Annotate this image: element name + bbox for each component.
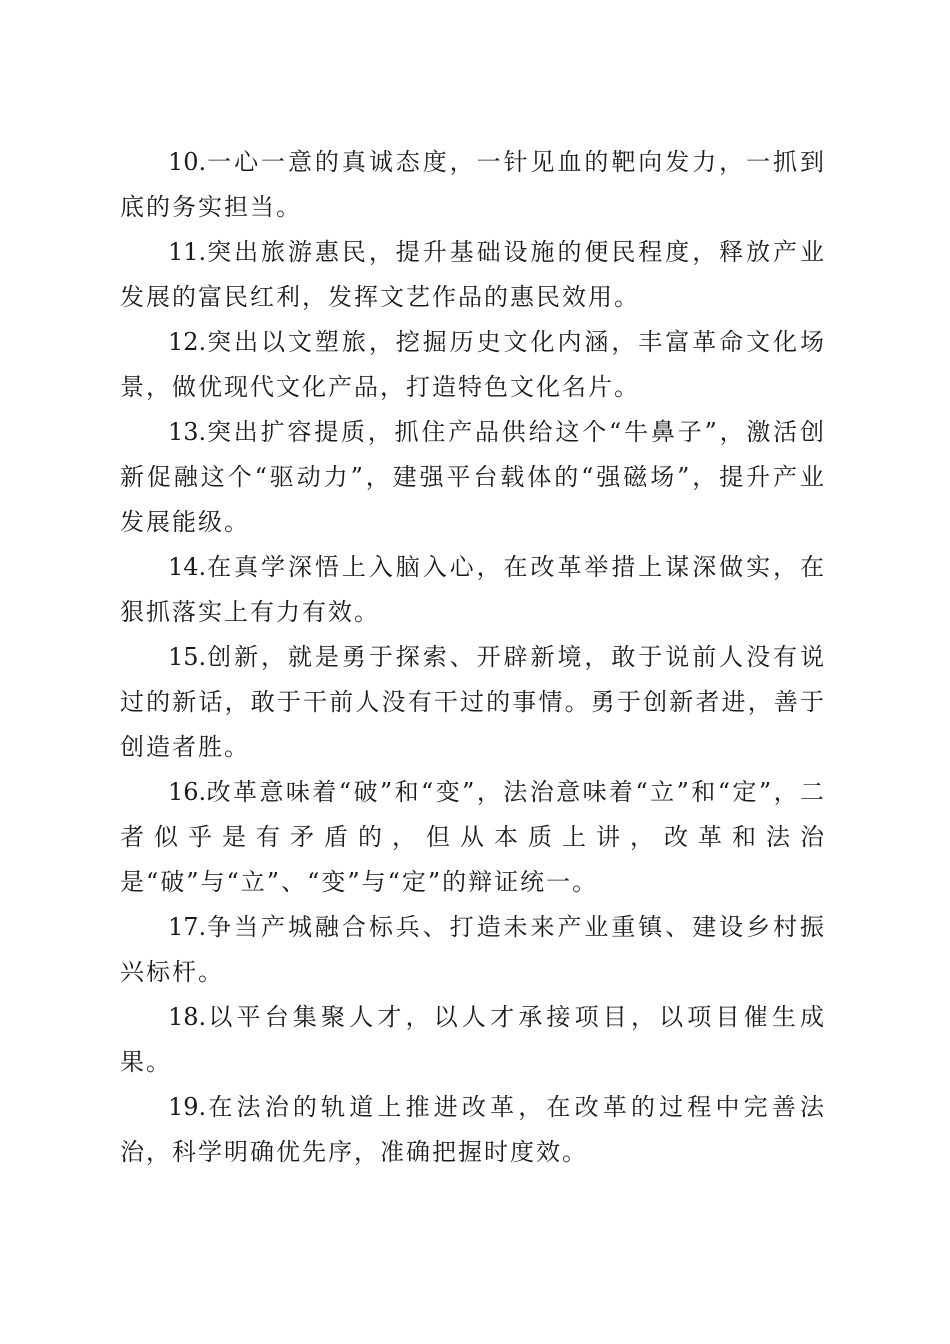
- paragraph-14: [120, 545, 826, 635]
- paragraph-16: [120, 770, 826, 905]
- paragraph-number: 11.: [168, 238, 207, 266]
- paragraph-text: 一心一意的真诚态度，一针见血的靶向发力，一抓到底的务实担当。: [120, 148, 826, 221]
- paragraph-text: 在真学深悟上入脑入心，在改革举措上谋深做实，在狠抓落实上有力有效。: [120, 553, 826, 626]
- paragraph-13: [120, 410, 826, 545]
- paragraph-text: 创新，就是勇于探索、开辟新境，敢于说前人没有说过的新话，敢于干前人没有干过的事情。勇于创新者进，善于创造者胜。: [120, 643, 826, 761]
- paragraph-text: 突出扩容提质，抓住产品供给这个“牛鼻子”，激活创新促融这个“驱动力”，建强平台载体的“强磁场”，提升产业发展能级。: [120, 418, 826, 536]
- paragraph-number: 13.: [168, 418, 207, 446]
- paragraph-19: [120, 1085, 826, 1175]
- paragraph-text: 在法治的轨道上推进改革，在改革的过程中完善法治，科学明确优先序，准确把握时度效。: [120, 1093, 826, 1166]
- paragraph-18: [120, 995, 826, 1085]
- paragraph-number: 10.: [168, 148, 207, 176]
- paragraph-text: 以平台集聚人才，以人才承接项目，以项目催生成果。: [120, 1003, 826, 1076]
- paragraph-text: 突出旅游惠民，提升基础设施的便民程度，释放产业发展的富民红利，发挥文艺作品的惠民效用。: [120, 238, 826, 311]
- paragraph-number: 19.: [168, 1093, 207, 1121]
- paragraph-text: 改革意味着“破”和“变”，法治意味着“立”和“定”，二者似乎是有矛盾的，但从本质上讲，改革和法治是“破”与“立”、“变”与“定”的辩证统一。: [120, 778, 826, 896]
- paragraph-number: 18.: [168, 1003, 207, 1031]
- paragraph-text: 争当产城融合标兵、打造未来产业重镇、建设乡村振兴标杆。: [120, 913, 826, 986]
- paragraph-number: 17.: [168, 913, 207, 941]
- paragraph-number: 16.: [168, 778, 207, 806]
- paragraph-15: [120, 635, 826, 770]
- paragraph-number: 14.: [168, 553, 207, 581]
- paragraph-11: [120, 230, 826, 320]
- paragraph-10: [120, 140, 826, 230]
- paragraph-number: 15.: [168, 643, 207, 671]
- paragraph-number: 12.: [168, 328, 207, 356]
- document-body: [120, 140, 826, 1175]
- paragraph-17: [120, 905, 826, 995]
- paragraph-12: [120, 320, 826, 410]
- paragraph-text: 突出以文塑旅，挖掘历史文化内涵，丰富革命文化场景，做优现代文化产品，打造特色文化名片。: [120, 328, 826, 401]
